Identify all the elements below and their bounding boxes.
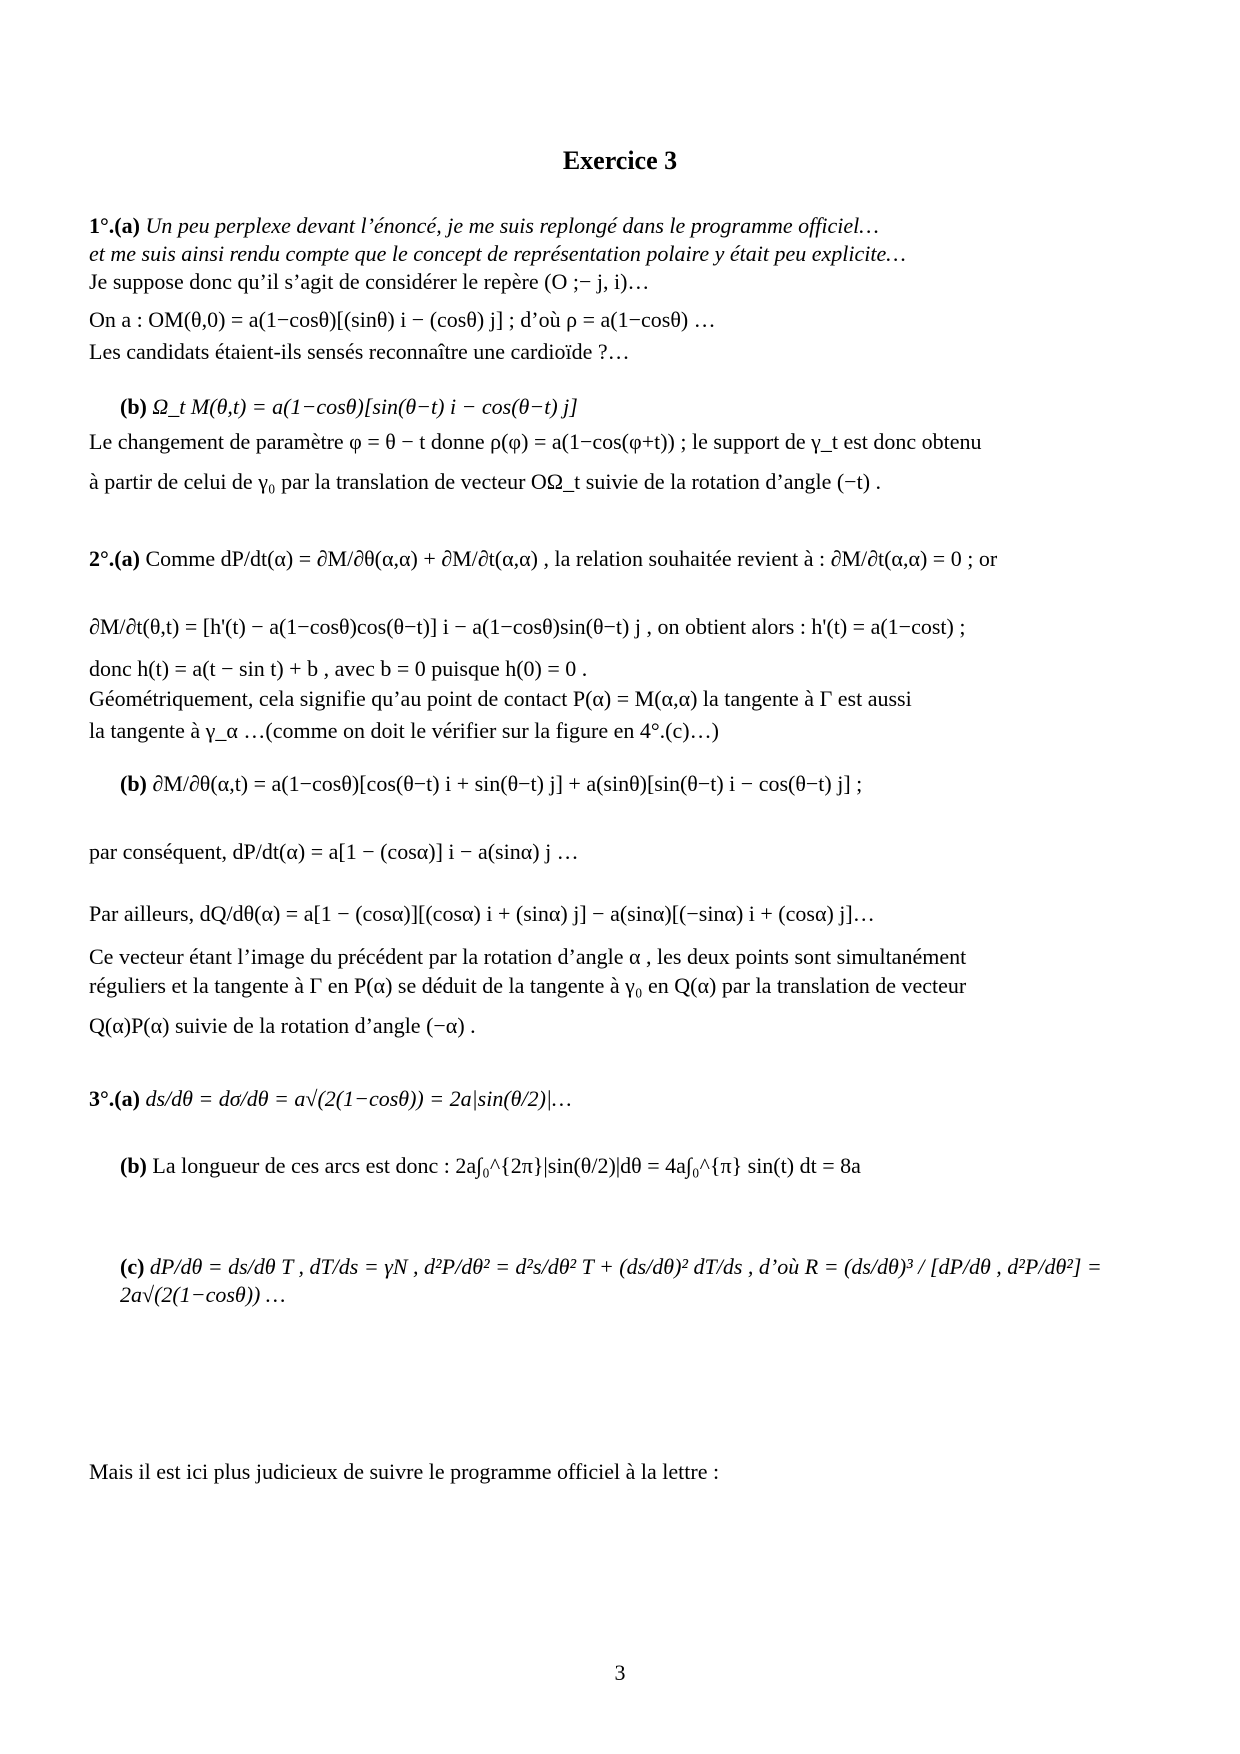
sec3-c-label: (c) — [120, 1254, 145, 1279]
sec3-a-line — [89, 1085, 572, 1113]
sec3-a-label: 3°.(a) — [89, 1086, 140, 1111]
sec2-b-line2: par conséquent, dP/dt(α) = a[1 − (cosα)] i − a(sinα) j … — [89, 839, 579, 864]
sec2-b-text1: ∂M/∂θ(α,t) = a(1−cosθ)[cos(θ−t) i + sin(θ−t) j] + a(sinθ)[sin(θ−t) i − cos(θ−t) j] ; — [152, 771, 863, 796]
sec2-b-line1 — [120, 770, 862, 798]
sec2-a-text1: Comme dP/dt(α) = ∂M/∂θ(α,α) + ∂M/∂t(α,α) , la relation souhaitée revient à : ∂M/∂t(α,α) = 0 ; or — [145, 546, 998, 571]
sec3-b-label: (b) — [120, 1153, 147, 1178]
sec1-a-label: 1°.(a) — [89, 213, 140, 238]
sec1-a-line4: On a : OM(θ,0) = a(1−cosθ)[(sinθ) i − (cosθ) j] ; d’où ρ = a(1−cosθ) … — [89, 307, 716, 332]
sec1-b-line1: Le changement de paramètre φ = θ − t donne ρ(φ) = a(1−cos(φ+t)) ; le support de γ_t est donc obtenu — [89, 429, 982, 454]
sec3-b-text: La longueur de ces arcs est donc : 2a∫₀^{2π}|sin(θ/2)|dθ = 4a∫₀^{π} sin(t) dt = 8a — [152, 1153, 861, 1178]
sec2-b-line4: Ce vecteur étant l’image du précédent par la rotation d’angle α , les deux points sont simultanément — [89, 944, 967, 969]
sec2-b-line5: réguliers et la tangente à Γ en P(α) se déduit de la tangente à γ₀ en Q(α) par la translation de vecteur — [89, 973, 967, 998]
sec2-b-line6: Q(α)P(α) suivie de la rotation d’angle (−α) . — [89, 1013, 476, 1038]
sec3-c-formula: dP/dθ = ds/dθ T , dT/ds = γN , d²P/dθ² = d²s/dθ² T + (ds/dθ)² dT/ds , d’où R = (ds/dθ)³ / [dP/dθ , d²P/dθ²] = 2a√(2(1−cosθ)) … — [120, 1254, 1102, 1307]
sec1-b-label: (b) — [120, 394, 147, 419]
sec1-b-line2: à partir de celui de γ₀ par la translation de vecteur OΩ_t suivie de la rotation d’angle (−t) . — [89, 469, 882, 494]
sec2-a-line4: Géométriquement, cela signifie qu’au point de contact P(α) = M(α,α) la tangente à Γ est aussi — [89, 686, 912, 711]
sec2-a-line5: la tangente à γ_α …(comme on doit le vérifier sur la figure en 4°.(c)…) — [89, 718, 719, 743]
sec3-closing: Mais il est ici plus judicieux de suivre le programme officiel à la lettre : — [89, 1459, 720, 1484]
sec1-a-text1: Un peu perplexe devant l’énoncé, je me suis replongé dans le programme officiel… — [145, 213, 879, 238]
sec1-a-line5: Les candidats étaient-ils sensés reconnaître une cardioïde ?… — [89, 339, 630, 364]
sec1-a-line1 — [89, 212, 879, 240]
exercise-title: Exercice 3 — [562, 146, 678, 175]
sec1-a-line3: Je suppose donc qu’il s’agit de considérer le repère (O ;− j, i)… — [89, 269, 650, 294]
sec1-b-formula: Ω_t M(θ,t) = a(1−cosθ)[sin(θ−t) i − cos(θ−t) j] — [152, 394, 578, 419]
sec3-a-formula: ds/dθ = dσ/dθ = a√(2(1−cosθ)) = 2a|sin(θ/2)|… — [145, 1086, 572, 1111]
sec2-b-label: (b) — [120, 771, 147, 796]
sec2-b-line3: Par ailleurs, dQ/dθ(α) = a[1 − (cosα)][(cosα) i + (sinα) j] − a(sinα)[(−sinα) i + (cosα) j]… — [89, 901, 875, 926]
sec3-b-line — [120, 1152, 861, 1180]
sec1-b-formula-line — [120, 393, 578, 421]
sec2-a-line2: ∂M/∂t(θ,t) = [h'(t) − a(1−cosθ)cos(θ−t)] i − a(1−cosθ)sin(θ−t) j , on obtient alors : h'(t) = a(1−cost) ; — [89, 614, 966, 639]
sec1-a-text2: et me suis ainsi rendu compte que le concept de représentation polaire y était peu explicite… — [89, 241, 906, 266]
page-number: 3 — [614, 1660, 626, 1685]
sec3-c-line — [120, 1253, 1150, 1309]
sec2-a-line3: donc h(t) = a(t − sin t) + b , avec b = 0 puisque h(0) = 0 . — [89, 656, 588, 681]
sec2-a-label: 2°.(a) — [89, 546, 140, 571]
sec2-a-line1 — [89, 545, 997, 573]
sec1-a-line2 — [89, 240, 906, 268]
